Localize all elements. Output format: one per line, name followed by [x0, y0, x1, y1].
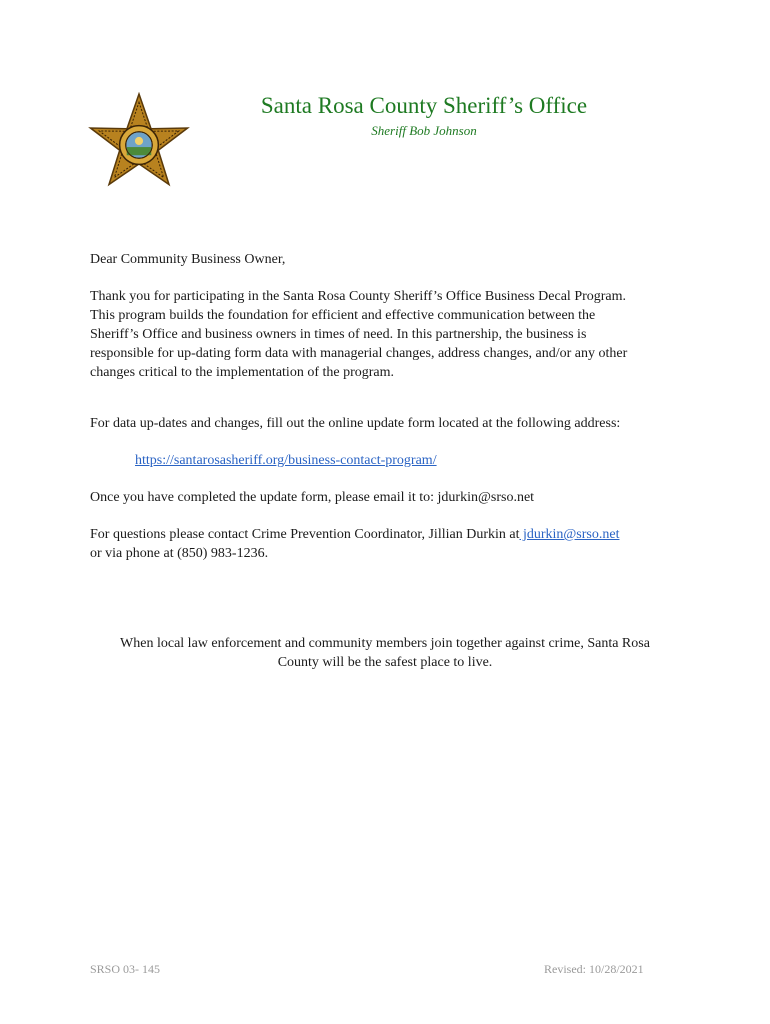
- form-number: SRSO 03- 145: [90, 962, 161, 976]
- sheriff-name: Sheriff Bob Johnson: [371, 123, 477, 138]
- thanks-line: Sheriff’s Office and business owners in times of need. In this partnership, the business is: [90, 327, 587, 342]
- motto-line: When local law enforcement and community members join together against crime, Santa Rosa: [120, 636, 650, 651]
- letter-greeting: Dear Community Business Owner,: [90, 252, 286, 267]
- questions-paragraph: [90, 525, 690, 563]
- thanks-line: responsible for up-dating form data with managerial changes, address changes, and/or any other: [90, 346, 628, 361]
- motto: [80, 634, 690, 672]
- update-form-link[interactable]: https://santarosasheriff.org/business-contact-program/: [135, 453, 437, 468]
- revision-date: Revised: 10/28/2021: [544, 962, 644, 976]
- motto-line: County will be the safest place to live.: [277, 655, 493, 670]
- thanks-line: This program builds the foundation for efficient and effective communication between the: [90, 308, 596, 323]
- phone-line: or via phone at (850) 983-1236.: [90, 546, 269, 561]
- thanks-line: changes critical to the implementation of the program.: [90, 365, 395, 380]
- letter-thanks-paragraph: [90, 287, 690, 382]
- coordinator-email-link[interactable]: jdurkin@srso.net: [519, 527, 620, 542]
- thanks-line: Thank you for participating in the Santa Rosa County Sheriff’s Office Business Decal Program.: [90, 289, 627, 304]
- questions-text: For questions please contact Crime Prevention Coordinator, Jillian Durkin at: [90, 527, 520, 542]
- office-title: Santa Rosa County Sheriff’s Office: [260, 93, 588, 118]
- data-update-instructions: For data up-dates and changes, fill out the online update form located at the following address:: [90, 416, 621, 431]
- email-instructions: Once you have completed the update form, please email it to: jdurkin@srso.net: [90, 490, 535, 505]
